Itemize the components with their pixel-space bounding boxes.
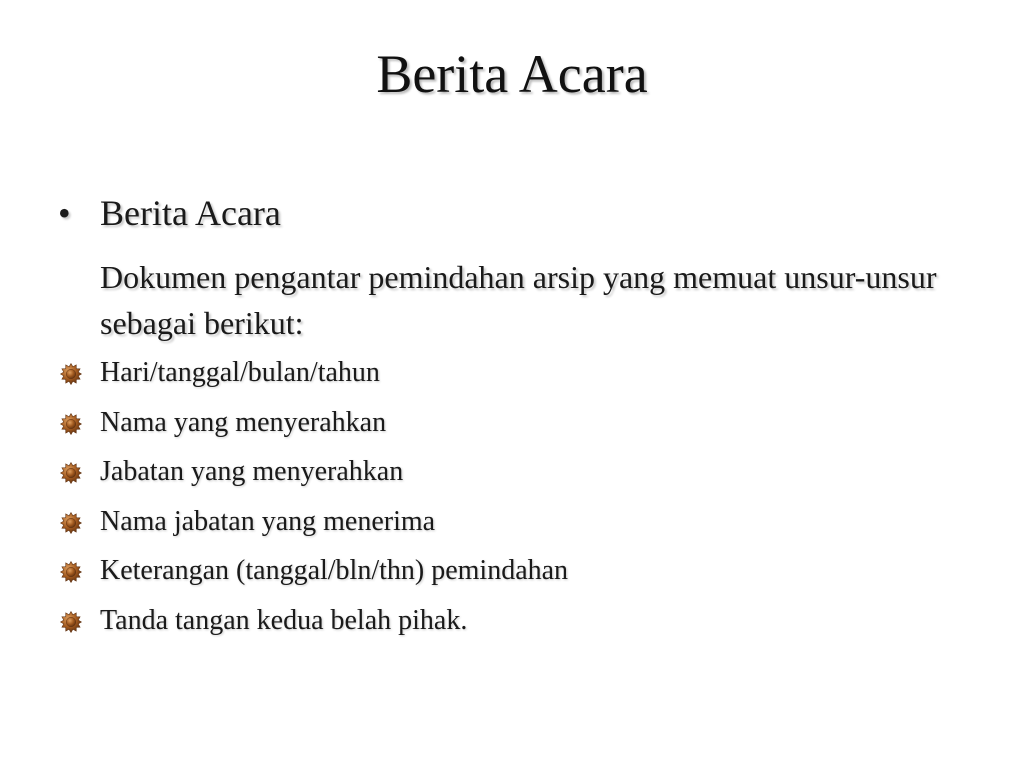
sub-bullet-item — [60, 501, 568, 551]
sub-bullet-label: Tanda tangan kedua belah pihak. — [100, 604, 468, 636]
main-bullet — [58, 190, 281, 236]
gear-hub — [66, 567, 76, 577]
sub-bullet-label: Keterangan (tanggal/bln/thn) pemindahan — [100, 555, 569, 586]
gear-bullet-icon — [60, 462, 82, 484]
sub-bullet-item — [60, 352, 568, 402]
gear-bullet-icon — [60, 561, 82, 583]
sub-bullet-item — [60, 451, 568, 501]
gear-bullet-icon — [60, 363, 82, 385]
gear-bullet-icon — [60, 611, 82, 633]
sub-bullet-label: Nama yang menyerahkan — [100, 406, 387, 438]
sub-bullet-item — [60, 402, 568, 452]
gear-hub — [66, 468, 76, 478]
gear-bullet-icon — [60, 512, 82, 534]
main-bullet-label: Berita Acara — [100, 193, 281, 233]
sub-bullet-item — [60, 550, 568, 600]
sub-bullet-label: Hari/tanggal/bulan/tahun — [100, 357, 380, 388]
gear-bullet-icon — [60, 413, 82, 435]
bullet-dot: • — [58, 193, 71, 233]
sub-bullet-item — [60, 600, 568, 650]
sub-bullet-label: Nama jabatan yang menerima — [100, 505, 436, 537]
gear-hub — [66, 369, 76, 379]
slide-title: Berita Acara — [376, 44, 648, 104]
gear-hub — [66, 518, 76, 528]
bullet-description: Dokumen pengantar pemindahan arsip yang memuat unsur-unsur sebagai berikut: — [100, 259, 937, 341]
sub-bullet-label: Jabatan yang menyerahkan — [100, 456, 404, 487]
sub-bullet-list — [60, 352, 568, 649]
gear-hub — [66, 419, 76, 429]
gear-hub — [66, 617, 76, 627]
